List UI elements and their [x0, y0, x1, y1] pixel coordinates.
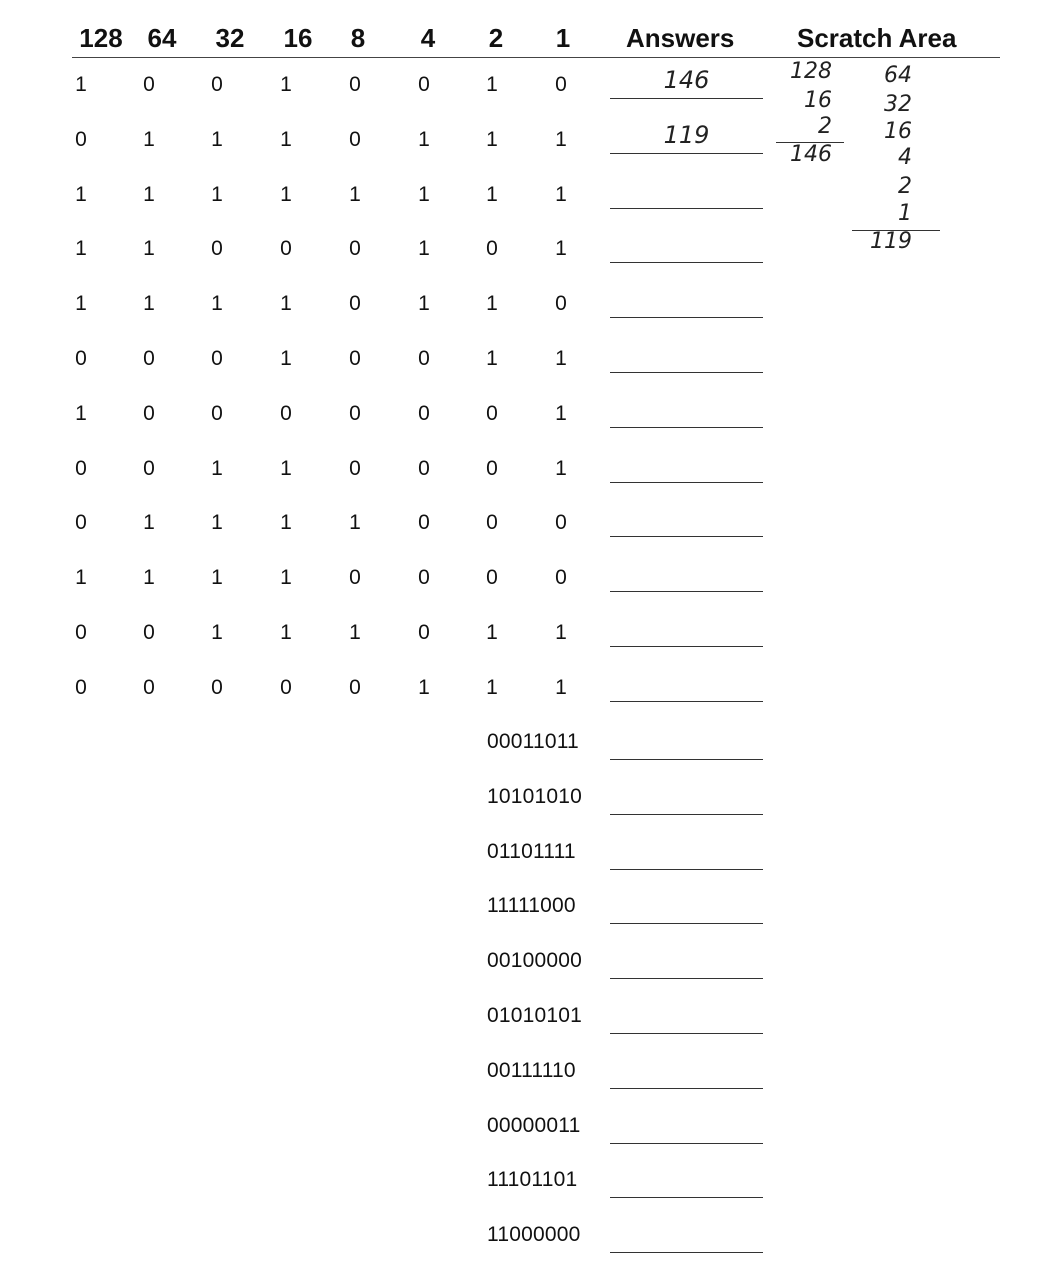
bit-cell: 1	[555, 401, 567, 425]
answer-blank[interactable]	[610, 814, 763, 815]
bit-cell: 0	[418, 566, 430, 590]
bit-cell: 0	[486, 566, 498, 590]
bit-cell: 0	[75, 127, 87, 151]
bit-cell: 1	[280, 511, 292, 535]
bit-cell: 1	[555, 347, 567, 370]
binary-number: 00011011	[487, 730, 579, 753]
bit-cell: 0	[418, 621, 430, 644]
bit-cell: 0	[349, 456, 361, 480]
header-rule	[72, 57, 1000, 58]
bit-cell: 1	[211, 127, 223, 151]
scratch-sum: 119	[870, 229, 912, 254]
bit-cell: 1	[75, 237, 87, 261]
answer-blank[interactable]	[610, 208, 763, 209]
binary-number: 00111110	[487, 1058, 576, 1082]
answer-blank[interactable]	[610, 317, 763, 318]
bit-cell: 1	[280, 566, 292, 590]
handwritten-answer: 146	[663, 66, 710, 94]
bit-cell: 1	[555, 675, 567, 699]
bit-cell: 1	[211, 511, 223, 535]
binary-number: 11111000	[487, 894, 576, 918]
answer-blank[interactable]	[610, 482, 763, 483]
answer-blank[interactable]	[610, 646, 763, 647]
binary-number: 10101010	[487, 784, 583, 808]
bit-cell: 1	[280, 621, 292, 644]
bit-cell: 0	[143, 675, 155, 699]
place-value-header: 1	[555, 23, 571, 53]
bit-cell: 1	[418, 237, 430, 261]
handwritten-answer: 119	[663, 120, 710, 149]
bit-cell: 0	[486, 401, 498, 425]
bit-cell: 0	[143, 456, 155, 480]
answer-blank[interactable]	[610, 262, 763, 263]
bit-cell: 1	[211, 292, 223, 316]
bit-cell: 1	[143, 511, 155, 535]
bit-cell: 1	[555, 127, 567, 151]
scratch-addend: 4	[898, 145, 912, 170]
bit-cell: 0	[555, 292, 567, 316]
bit-cell: 0	[211, 675, 223, 699]
bit-cell: 1	[418, 127, 430, 151]
bit-cell: 0	[349, 127, 361, 151]
bit-cell: 1	[211, 621, 223, 644]
bit-cell: 1	[486, 675, 498, 699]
bit-cell: 0	[555, 511, 567, 535]
binary-number: 01101111	[487, 839, 576, 863]
bit-cell: 0	[418, 511, 430, 535]
bit-cell: 0	[75, 621, 87, 644]
bit-cell: 1	[486, 73, 498, 96]
bit-cell: 0	[143, 621, 155, 644]
bit-cell: 1	[143, 127, 155, 151]
bit-cell: 0	[555, 73, 567, 96]
bit-cell: 1	[486, 182, 498, 206]
bit-cell: 0	[280, 237, 292, 261]
bit-cell: 0	[418, 73, 430, 96]
bit-cell: 1	[555, 237, 567, 261]
bit-cell: 0	[143, 401, 155, 425]
bit-cell: 1	[486, 292, 498, 316]
bit-cell: 1	[143, 566, 155, 590]
bit-cell: 1	[555, 182, 567, 206]
bit-cell: 1	[75, 73, 87, 96]
answer-blank[interactable]	[610, 1143, 763, 1144]
binary-number: 01010101	[487, 1004, 583, 1027]
bit-cell: 0	[143, 347, 155, 370]
answer-blank[interactable]	[610, 923, 763, 924]
scratch-addend: 16	[884, 119, 912, 144]
bit-cell: 1	[143, 182, 155, 206]
scratch-addend: 2	[818, 114, 832, 139]
scratch-addend: 128	[790, 59, 832, 84]
bit-cell: 1	[418, 292, 430, 316]
binary-number: 11000000	[487, 1223, 581, 1247]
scratch-sum: 146	[790, 142, 832, 167]
bit-cell: 1	[75, 182, 87, 206]
answer-blank[interactable]	[610, 1088, 763, 1089]
answer-blank[interactable]	[610, 98, 763, 99]
bit-cell: 0	[211, 237, 223, 261]
answer-blank[interactable]	[610, 427, 763, 428]
answer-blank[interactable]	[610, 759, 763, 760]
bit-cell: 1	[486, 621, 498, 644]
scratch-addend: 2	[898, 174, 912, 199]
bit-cell: 0	[143, 73, 155, 96]
bit-cell: 1	[280, 73, 292, 96]
bit-cell: 1	[75, 401, 87, 425]
scratch-addend: 16	[804, 88, 832, 113]
bit-cell: 1	[280, 347, 292, 370]
bit-cell: 1	[211, 566, 223, 590]
bit-cell: 1	[486, 347, 498, 370]
bit-cell: 1	[280, 292, 292, 316]
answer-blank[interactable]	[610, 372, 763, 373]
bit-cell: 1	[349, 182, 361, 206]
bit-cell: 0	[75, 347, 87, 370]
answer-blank[interactable]	[610, 1197, 763, 1198]
answers-header: Answers	[626, 23, 735, 53]
bit-cell: 0	[349, 401, 361, 425]
bit-cell: 1	[211, 456, 223, 480]
bit-cell: 0	[349, 292, 361, 316]
bit-cell: 1	[555, 621, 567, 644]
scratch-addend: 1	[898, 201, 912, 226]
binary-number: 11101101	[487, 1168, 578, 1192]
bit-cell: 0	[418, 401, 430, 425]
answer-blank[interactable]	[610, 978, 763, 979]
scratch-addend: 64	[884, 63, 912, 88]
bit-cell: 0	[486, 456, 498, 480]
bit-cell: 0	[555, 566, 567, 590]
bit-cell: 0	[75, 456, 87, 480]
bit-cell: 1	[75, 292, 87, 316]
binary-number: 00100000	[487, 949, 583, 973]
bit-cell: 1	[418, 675, 430, 699]
answer-blank[interactable]	[610, 591, 763, 592]
bit-cell: 0	[486, 511, 498, 535]
bit-cell: 0	[349, 566, 361, 590]
bit-cell: 0	[486, 237, 498, 261]
answer-blank[interactable]	[610, 536, 763, 537]
bit-cell: 0	[75, 675, 87, 699]
bit-cell: 0	[211, 347, 223, 370]
bit-cell: 1	[280, 182, 292, 206]
bit-cell: 0	[418, 347, 430, 370]
binary-number: 00000011	[487, 1113, 581, 1137]
bit-cell: 1	[143, 292, 155, 316]
bit-cell: 0	[280, 675, 292, 699]
bit-cell: 1	[555, 456, 567, 480]
bit-cell: 1	[486, 127, 498, 151]
bit-cell: 1	[349, 511, 361, 535]
bit-cell: 0	[349, 73, 361, 96]
scratch-area-header: Scratch Area	[797, 23, 957, 53]
answer-blank[interactable]	[610, 869, 763, 870]
answer-blank[interactable]	[610, 701, 763, 702]
bit-cell: 1	[211, 182, 223, 206]
answer-blank[interactable]	[610, 1033, 763, 1034]
place-value-header: 8	[350, 23, 366, 53]
place-value-header: 64	[147, 23, 177, 53]
bit-cell: 0	[418, 456, 430, 480]
bit-cell: 0	[349, 237, 361, 261]
place-value-header: 4	[420, 23, 436, 53]
bit-cell: 0	[211, 73, 223, 96]
bit-cell: 1	[418, 182, 430, 206]
place-value-header: 16	[283, 23, 313, 53]
place-value-header: 32	[215, 23, 245, 53]
bit-cell: 1	[143, 237, 155, 261]
bit-cell: 0	[349, 347, 361, 370]
place-value-header: 128	[79, 23, 123, 53]
bit-cell: 0	[349, 675, 361, 699]
answer-blank[interactable]	[610, 1252, 763, 1253]
bit-cell: 0	[211, 401, 223, 425]
bit-cell: 1	[280, 127, 292, 151]
bit-cell: 1	[75, 566, 87, 590]
bit-cell: 0	[75, 511, 87, 535]
bit-cell: 1	[280, 456, 292, 480]
answer-blank[interactable]	[610, 153, 763, 154]
place-value-header: 2	[488, 23, 504, 53]
bit-cell: 1	[349, 621, 361, 644]
scratch-addend: 32	[884, 92, 912, 117]
bit-cell: 0	[280, 401, 292, 425]
